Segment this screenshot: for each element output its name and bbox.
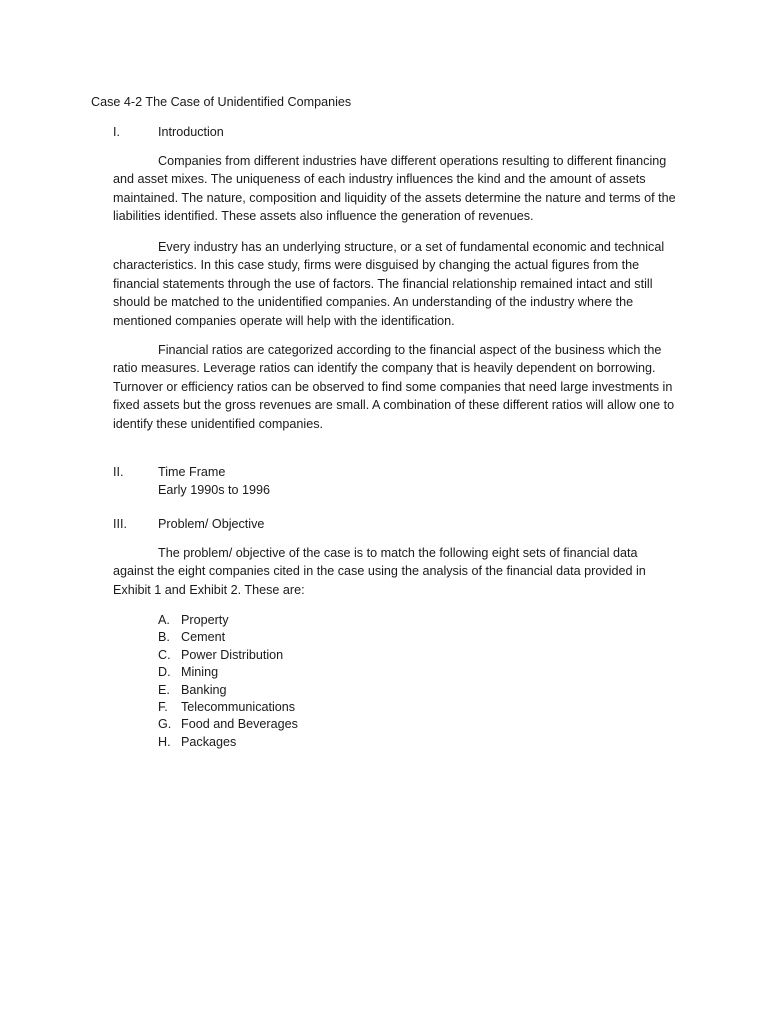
list-letter: F. bbox=[158, 699, 168, 714]
section-heading: Time Frame bbox=[158, 465, 226, 479]
introduction-paragraph-1: Companies from different industries have different operations resulting to different financing and asset mixes. The uniqueness of each industry influences the kind and the amount of assets maintained. The nature, composition and liquidity of the assets determine the nature and terms of the liabilities identified. These assets also influence the generation of revenues. bbox=[113, 154, 676, 224]
list-letter: B. bbox=[158, 630, 170, 645]
section-heading: Introduction bbox=[158, 125, 224, 139]
list-letter: D. bbox=[158, 665, 171, 680]
list-item-label: Telecommunications bbox=[181, 699, 296, 714]
document-title: Case 4-2 The Case of Unidentified Companies bbox=[91, 95, 352, 109]
list-letter: A. bbox=[158, 613, 170, 627]
list-item-label: Packages bbox=[181, 734, 237, 749]
time-frame-value: Early 1990s to 1996 bbox=[158, 483, 271, 497]
section-number: I. bbox=[113, 125, 120, 139]
problem-objective-paragraph: The problem/ objective of the case is to match the following eight sets of financial data against the eight companies cited in the case using the analysis of the financial data provided in Exhibit 1 and Exhibit 2. These are: bbox=[113, 546, 646, 597]
introduction-paragraph-2: Every industry has an underlying structure, or a set of fundamental economic and technical characteristics. In this case study, firms were disguised by changing the actual figures from the financial statements through the use of factors. The financial relationship remained intact and still should be matched to the unidentified companies. An understanding of the industry where the mentioned companies operate will help with the identification. bbox=[113, 240, 665, 328]
section-number: II. bbox=[113, 465, 124, 479]
list-item-label: Property bbox=[181, 613, 229, 627]
list-item-label: Banking bbox=[181, 682, 227, 697]
list-item-label: Mining bbox=[181, 665, 219, 680]
list-item-label: Cement bbox=[181, 630, 226, 645]
section-heading: Problem/ Objective bbox=[158, 517, 265, 531]
list-letter: E. bbox=[158, 682, 170, 697]
introduction-paragraph-3: Financial ratios are categorized according to the financial aspect of the business which the ratio measures. Leverage ratios can identify the company that is heavily dependent on borrowing. Turnover or efficiency ratios can be observed to find some companies that need large investments in fixed assets but the gross revenues are small. A combination of these different ratios will allow one to identify these unidentified companies. bbox=[113, 343, 675, 431]
list-item-label: Power Distribution bbox=[181, 647, 284, 662]
list-letter: H. bbox=[158, 734, 171, 749]
list-letter: G. bbox=[158, 717, 172, 732]
list-letter: C. bbox=[158, 647, 171, 662]
list-item-label: Food and Beverages bbox=[181, 717, 298, 732]
section-number: III. bbox=[113, 517, 127, 531]
